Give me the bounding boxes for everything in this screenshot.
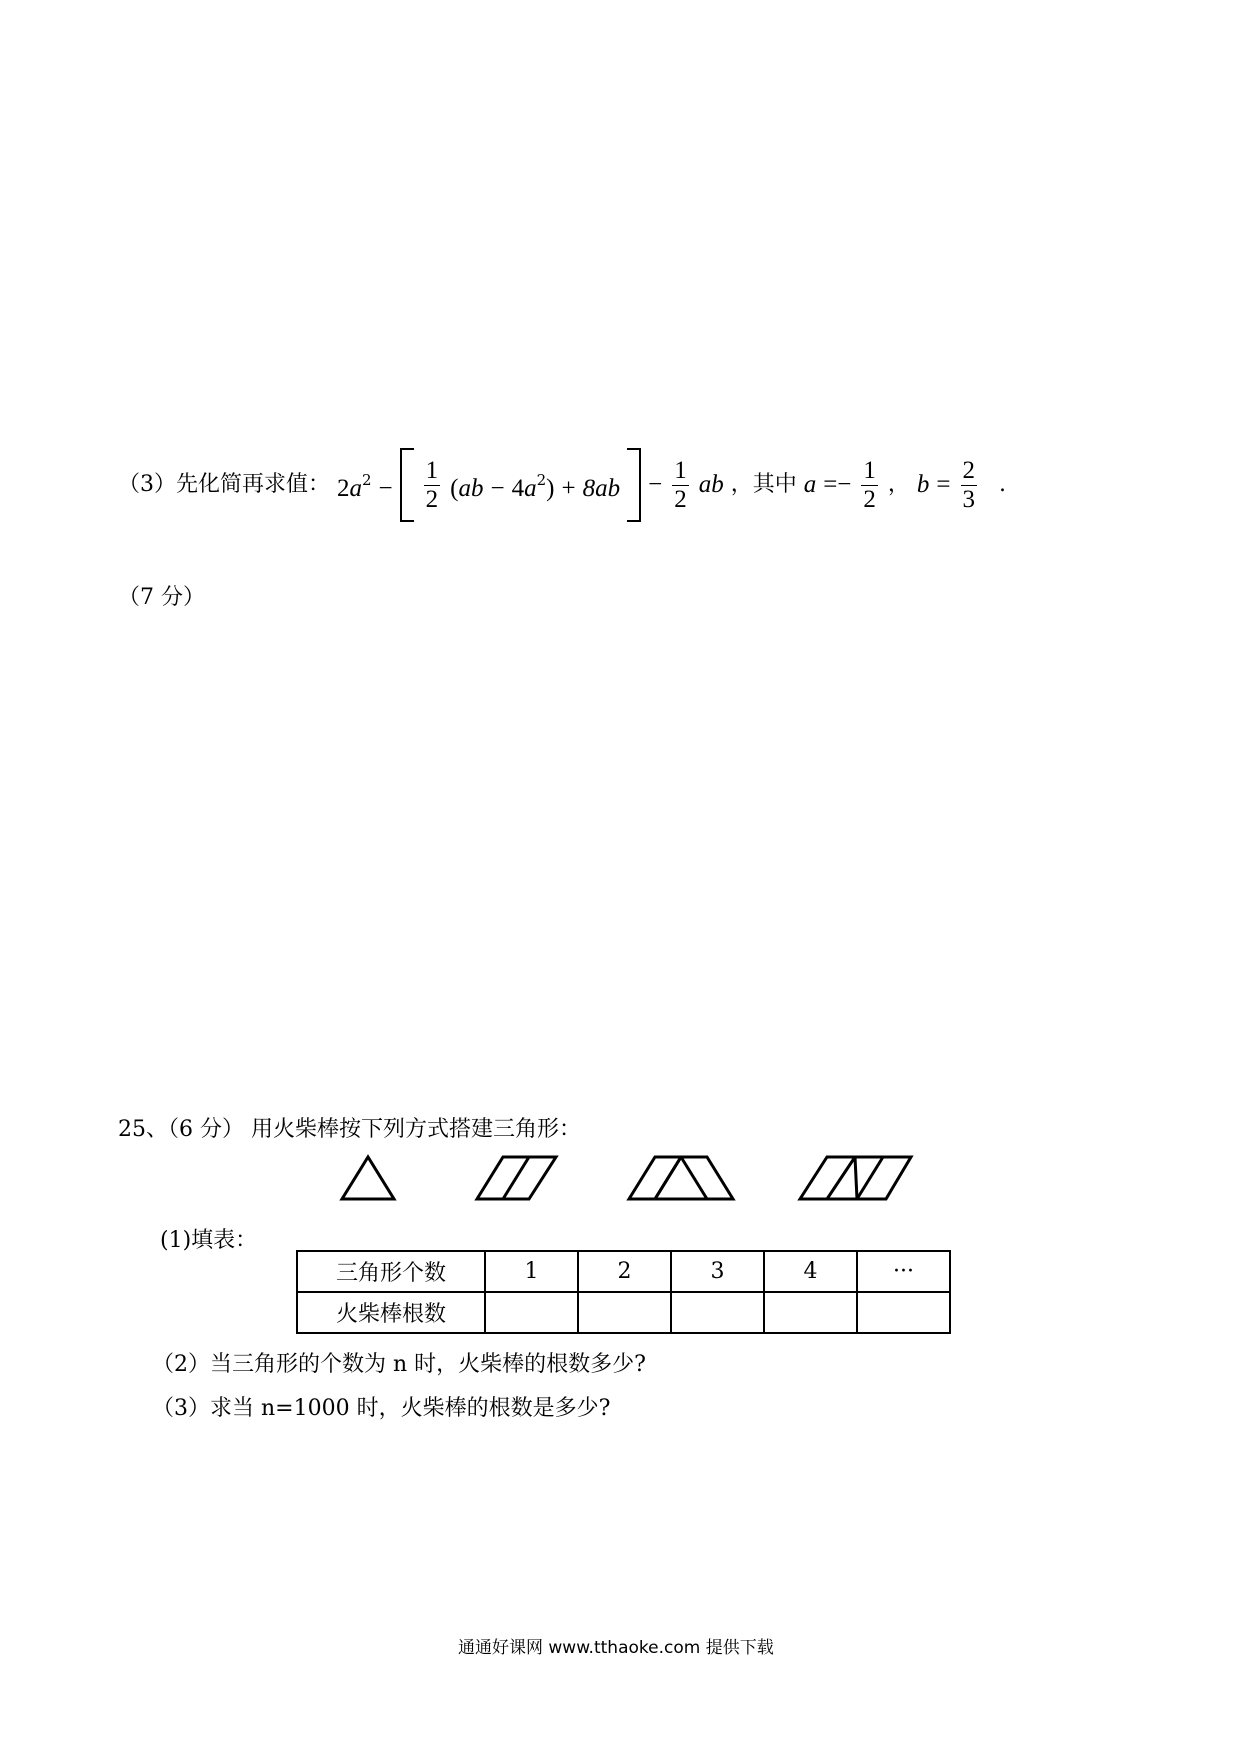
answer-cell[interactable] (671, 1292, 764, 1333)
table-cell: 1 (485, 1251, 578, 1292)
table-cell: 2 (578, 1251, 671, 1292)
problem25-sub2: （2）当三角形的个数为 n 时，火柴棒的根数多少? (152, 1352, 646, 1377)
where-text: ，其中 (730, 472, 797, 497)
fraction-half-2: $\frac{1}{2}$ (674, 456, 687, 513)
row-header-matches: 火柴棒根数 (297, 1292, 485, 1333)
figure-four-triangles (800, 1157, 911, 1199)
figure-one-triangle (342, 1157, 394, 1199)
table-row (297, 1251, 950, 1292)
b-value-fraction: $\frac{2}{3}$ (962, 456, 976, 513)
expr-8ab: 8ab (582, 475, 621, 502)
figure-three-triangles (629, 1157, 733, 1199)
problem25-sub3: （3）求当 n=1000 时，火柴棒的根数是多少? (152, 1396, 611, 1421)
answer-cell[interactable] (764, 1292, 857, 1333)
page-footer: 通通好课网 www.tthaoke.com 提供下载 (458, 1638, 774, 1658)
answer-cell[interactable] (857, 1292, 950, 1333)
answer-cell[interactable] (485, 1292, 578, 1333)
expr-exponent: 2 (362, 471, 372, 489)
fraction-half: $\frac{1}{2}$ (425, 456, 439, 513)
table-row (297, 1292, 950, 1333)
table-cell: 3 (671, 1251, 764, 1292)
expr-coef: 2 (337, 475, 350, 502)
problem3-label: （3）先化简再求值： (118, 472, 330, 497)
problem25-sub1: (1)填表： (160, 1228, 258, 1253)
matchstick-figures (330, 1150, 930, 1210)
fill-table (296, 1250, 951, 1334)
table-cell: ··· (857, 1251, 950, 1292)
a-value-fraction: $\frac{1}{2}$ (863, 456, 876, 513)
table-cell: 4 (764, 1251, 857, 1292)
left-bracket (400, 448, 414, 522)
expr-minus: − (378, 475, 393, 502)
row-header-triangles: 三角形个数 (297, 1251, 485, 1292)
right-bracket (627, 448, 641, 522)
problem3-points: （7 分） (118, 585, 205, 610)
answer-cell[interactable] (578, 1292, 671, 1333)
problem3-line: （3）先化简再求值： $2a^2$ − $\frac{1}{2}$ $(ab - 4a^2) + 8ab$ − $\frac{1}{2}$ ab ，其中 a =− $\frac{1}{2}$ ， b = $\frac{2}{3}$ . (118, 448, 1006, 522)
figure-two-triangles (477, 1157, 556, 1199)
problem25-heading: 25、（6 分） 用火柴棒按下列方式搭建三角形： (118, 1117, 581, 1142)
expr-var-a: a (349, 475, 362, 502)
